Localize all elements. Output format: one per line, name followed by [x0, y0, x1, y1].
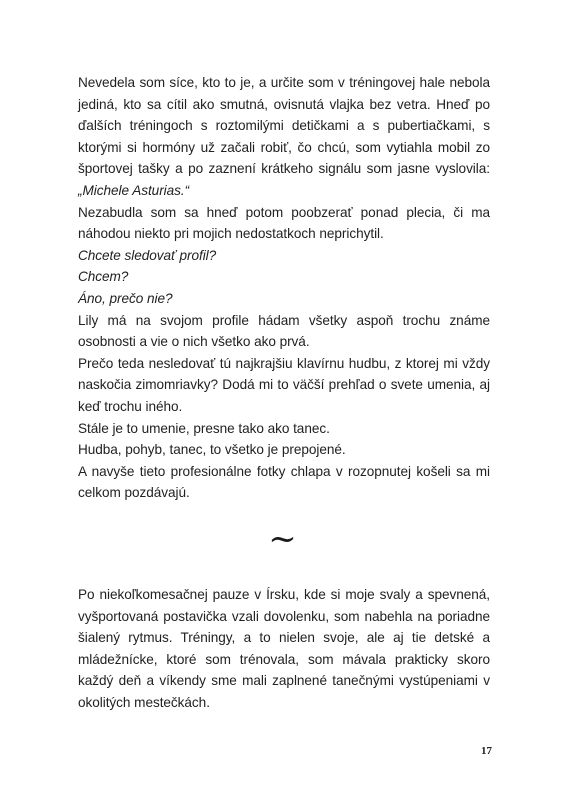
text-section-1	[78, 72, 490, 504]
paragraph-3: Lily má na svojom profile hádam všetky aspoň trochu známe osobnosti a vie o nich všetko ako prvá.	[78, 312, 490, 350]
quoted-name: „Michele Asturias.“	[78, 182, 190, 198]
paragraph-4: Prečo teda nesledovať tú najkrajšiu klavírnu hudbu, z ktorej mi vždy naskočia zimomriavky? Dodá mi to väčší prehľad o svete umenia, aj keď trochu iného.	[78, 355, 490, 414]
paragraph-2: Nezabudla som sa hneď potom poobzerať ponad plecia, či ma náhodou niekto pri mojich nedostatkoch neprichytil.	[78, 204, 490, 242]
section-divider-tilde: ~	[268, 519, 297, 559]
paragraph-1	[78, 72, 490, 202]
paragraph-1-text: Nevedela som síce, kto to je, a určite som v tréningovej hale nebola jediná, kto sa cítil ako smutná, ovisnutá vlajka bez vetra. Hneď po ďalších tréningoch s roztomilými detičkami a s pubertiačkami, s ktorými si hormóny už začali robiť, čo chcú, som vytiahla mobil zo športovej tašky a po zaznení krátkeho signálu som jasne vyslovila:	[78, 75, 490, 177]
paragraph-8: Po niekoľkomesačnej pauze v Írsku, kde si moje svaly a spevnená, vyšportovaná postavička vzali dovolenku, som nabehla na poriadne šialený rytmus. Tréningy, a to nielen svoje, ale aj tie detské a mládežnícke, ktoré som trénovala, som mávala prakticky skoro každý deň a víkendy sme mali zaplnené tanečnými vystúpeniami v okolitých mestečkách.	[78, 587, 490, 710]
paragraph-7: A navyše tieto profesionálne fotky chlapa v rozopnutej košeli sa mi celkom pozdávajú.	[78, 463, 490, 501]
italic-line-2: Chcem?	[78, 269, 129, 285]
paragraph-5: Stále je to umenie, presne tako ako tanec.	[78, 420, 330, 436]
page-number: 17	[481, 745, 492, 757]
italic-line-1: Chcete sledovať profil?	[78, 247, 217, 263]
paragraph-6: Hudba, pohyb, tanec, to všetko je prepojené.	[78, 442, 346, 458]
italic-line-3: Áno, prečo nie?	[78, 290, 173, 306]
text-section-2	[78, 584, 490, 714]
